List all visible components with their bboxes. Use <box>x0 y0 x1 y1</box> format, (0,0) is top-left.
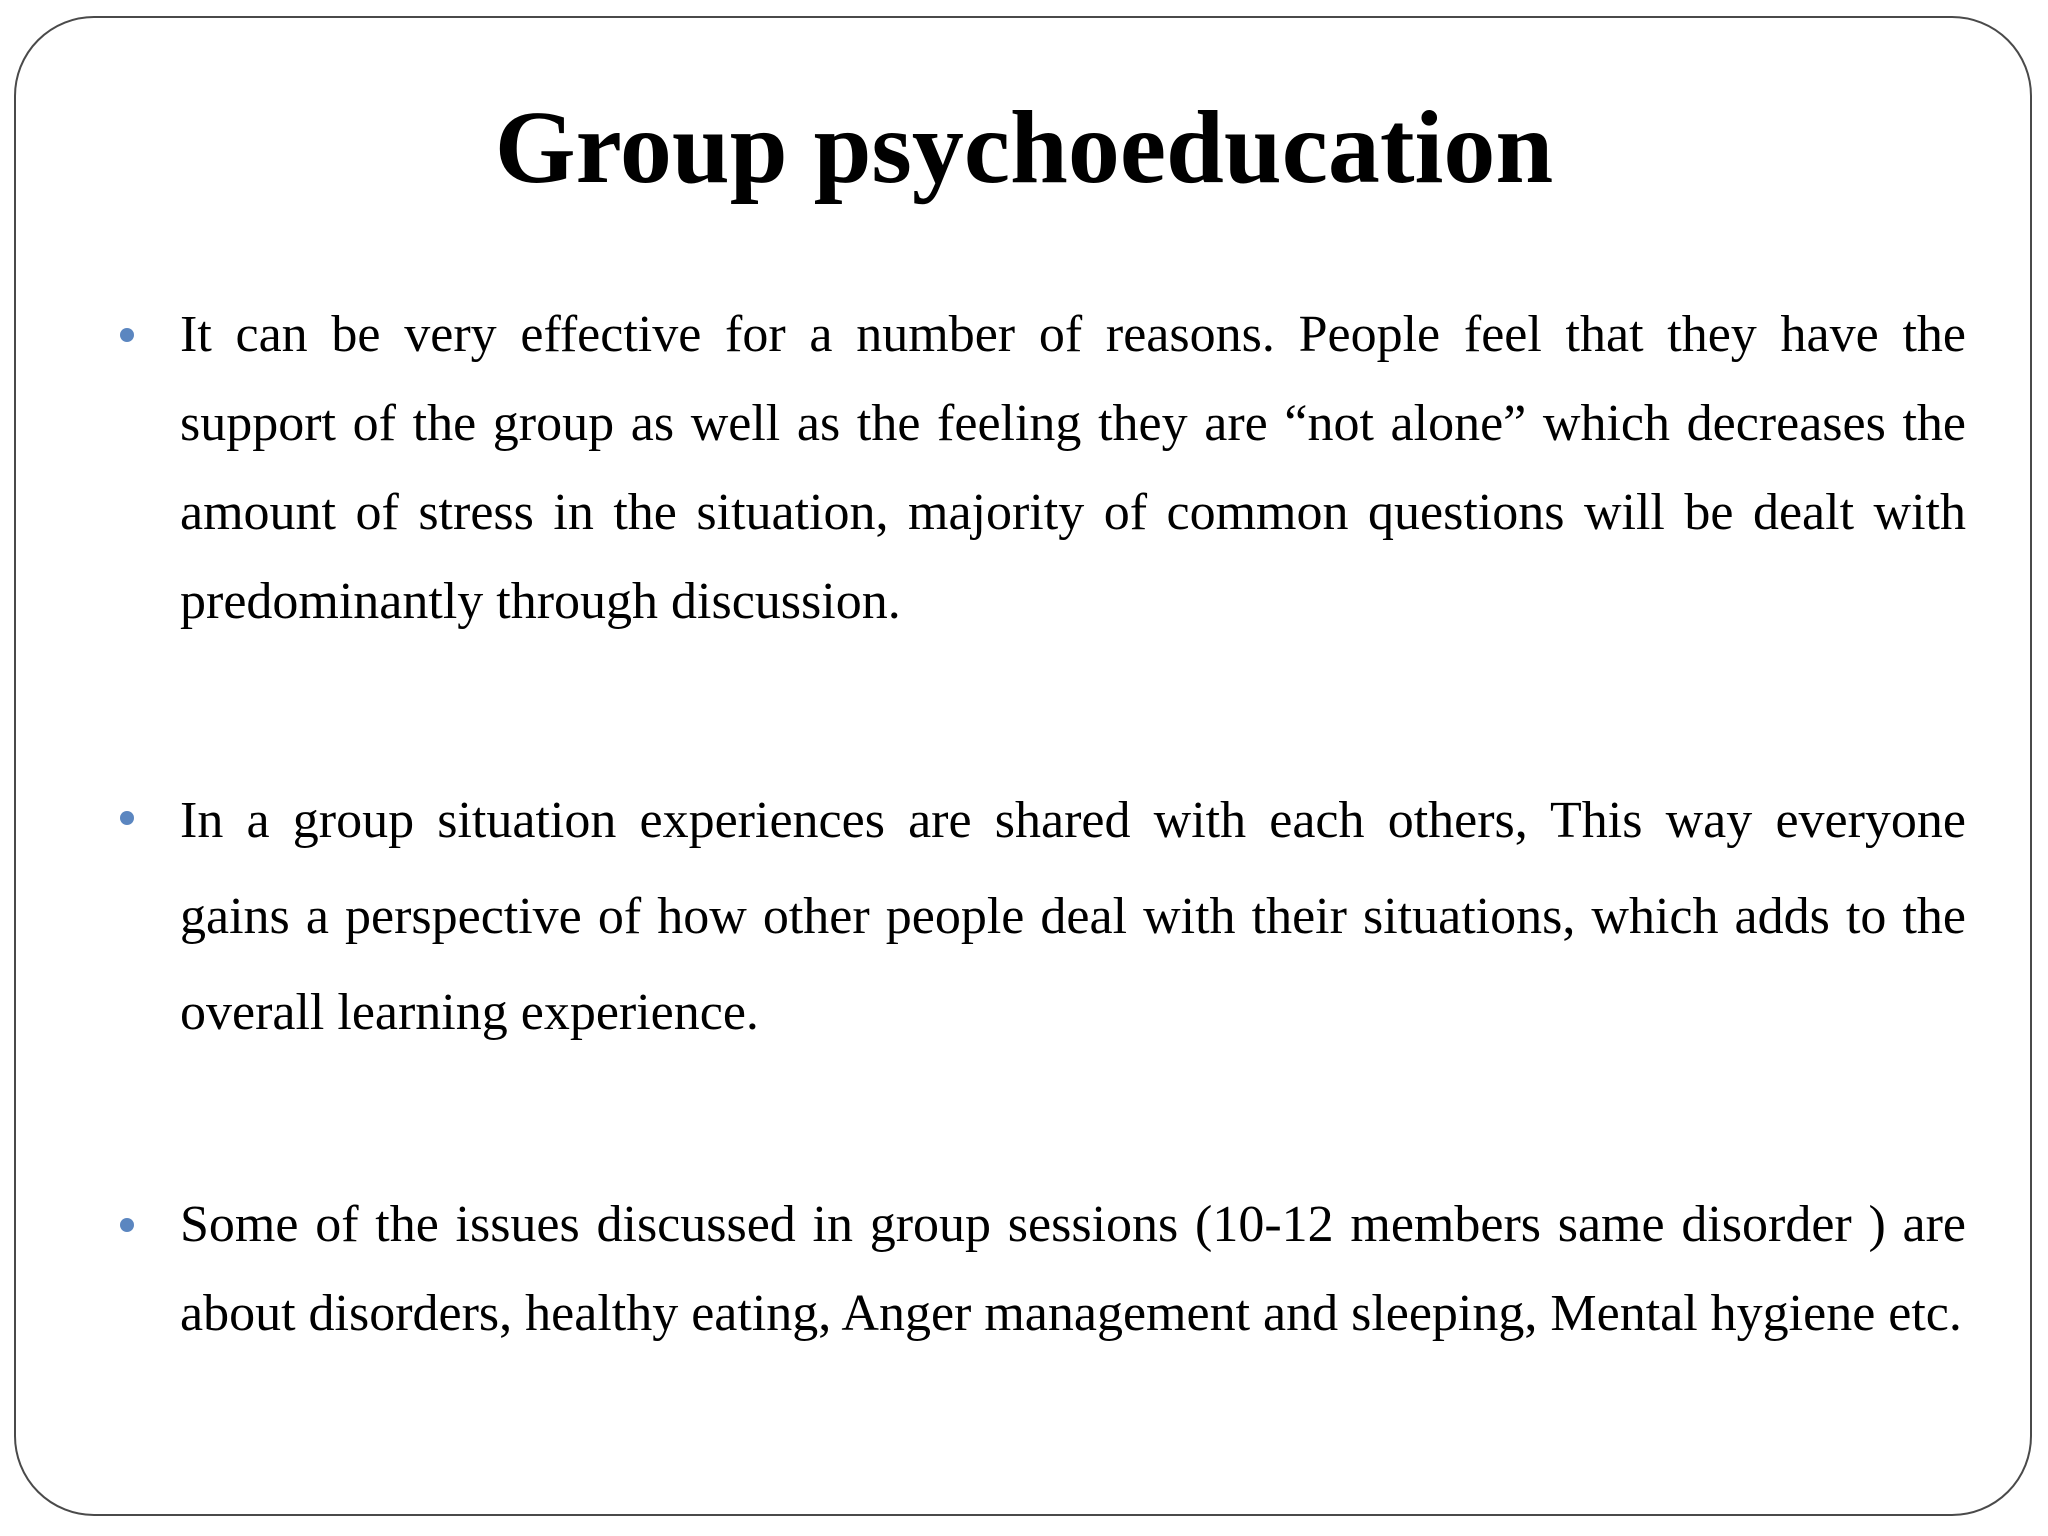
bullet-text: Some of the issues discussed in group sessions (10-12 members same disorder ) are about disorders, healthy eating, Anger management and sleeping, Mental hygiene etc. <box>180 1196 1966 1342</box>
bullet-item-issues-discussed <box>120 1180 1966 1342</box>
slide-title: Group psychoeducation <box>494 90 1554 205</box>
bullet-item-effectiveness <box>120 290 1966 630</box>
bullet-text: In a group situation experiences are shared with each others, This way everyone gains a perspective of how other people deal with their situations, which adds to the overall learning experience. <box>180 792 1966 1041</box>
bullet-dot-icon <box>120 811 134 825</box>
bullet-dot-icon <box>120 1218 134 1232</box>
bullet-text: It can be very effective for a number of reasons. People feel that they have the support of the group as well as the feeling they are “not alone” which decreases the amount of stress in the situation, majority of common questions will be dealt with predominantly through discussion. <box>180 306 1966 630</box>
bullet-dot-icon <box>120 328 134 342</box>
bullet-item-shared-experiences <box>120 773 1966 1041</box>
